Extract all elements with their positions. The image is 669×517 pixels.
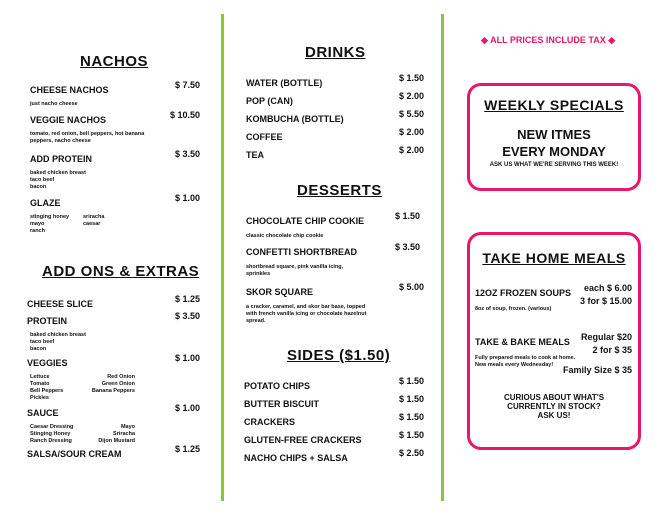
- item-price: $ 2.00: [398, 91, 424, 101]
- item-price: each $ 6.00: [583, 283, 632, 293]
- item-name: POP (CAN): [246, 96, 293, 106]
- item-desc: tomato, red onion, bell peppers, hot banana peppers, nacho cheese: [30, 131, 145, 144]
- item-desc: just nacho cheese: [30, 101, 78, 107]
- curious-line: CURIOUS ABOUT WHAT'S: [503, 393, 605, 402]
- nachos-title: NACHOS: [80, 53, 149, 70]
- curious-note: [470, 393, 638, 420]
- weekly-line2: EVERY MONDAY: [502, 144, 606, 159]
- menu-item: [244, 376, 424, 394]
- veggie-option: Tomato: [30, 381, 50, 387]
- right-divider: [441, 14, 444, 501]
- menu-item: [246, 91, 424, 109]
- menu-item: [246, 73, 424, 91]
- drinks-title: DRINKS: [305, 44, 366, 61]
- glaze-option: stinging honey: [30, 214, 70, 220]
- item-name: SAUCE: [27, 408, 59, 418]
- item-price: $ 1.00: [174, 353, 200, 363]
- addons-section: [27, 294, 200, 464]
- item-price: $ 1.50: [398, 394, 424, 404]
- weekly-line3: ASK US WHAT WE'RE SERVING THIS WEEK!: [489, 162, 619, 168]
- menu-item: [244, 412, 424, 430]
- soups-block: [475, 283, 632, 313]
- item-desc-line: bacon: [30, 346, 47, 352]
- item-name: WATER (BOTTLE): [246, 78, 323, 88]
- menu-item: [27, 294, 200, 312]
- item-price: $ 3.50: [174, 311, 200, 321]
- item-name: KOMBUCHA (BOTTLE): [246, 114, 344, 124]
- menu-item: [246, 145, 424, 163]
- sauce-option: Dijon Mustard: [98, 438, 135, 444]
- item-price: $ 1.25: [174, 444, 200, 454]
- sides-title: SIDES ($1.50): [287, 347, 391, 364]
- item-name: SALSA/SOUR CREAM: [27, 449, 122, 459]
- item-price: $ 1.50: [398, 412, 424, 422]
- drinks-section: [246, 73, 424, 163]
- menu-item: [27, 311, 200, 353]
- item-name: COFFEE: [246, 132, 283, 142]
- item-name: POTATO CHIPS: [244, 381, 311, 391]
- menu-item: [244, 394, 424, 412]
- item-price: $ 5.50: [398, 109, 424, 119]
- item-desc: Fully prepared meals to cook at home.: [475, 355, 576, 361]
- menu-item: [246, 127, 424, 145]
- sauce-option: Ranch Dressing: [30, 438, 72, 444]
- item-name: CHEESE SLICE: [27, 299, 94, 309]
- item-desc: classic chocolate chip cookie: [246, 233, 324, 239]
- item-price: 3 for $ 15.00: [579, 296, 632, 306]
- tax-note: ◆ ALL PRICES INCLUDE TAX ◆: [481, 35, 616, 45]
- item-price: $ 1.50: [398, 430, 424, 440]
- item-price: $ 2.00: [398, 145, 424, 155]
- sauce-option: Mayo: [120, 424, 135, 430]
- item-name: TEA: [246, 150, 264, 160]
- menu-item: [30, 110, 200, 145]
- sauce-option: Sriracha: [112, 431, 135, 437]
- glaze-option: [83, 228, 130, 235]
- glaze-option: caesar: [83, 221, 101, 227]
- menu-item: [246, 211, 424, 240]
- item-price: $ 1.00: [174, 193, 200, 203]
- menu-item: [246, 109, 424, 127]
- item-name: CHOCOLATE CHIP COOKIE: [246, 216, 365, 226]
- sauce-option: Stinging Honey: [30, 431, 71, 437]
- item-desc: shortbread square, pink vanilla icing, sprinkles: [246, 264, 344, 277]
- item-name: CONFETTI SHORTBREAD: [246, 247, 357, 257]
- menu-item: [30, 149, 200, 191]
- sauce-option: Caesar Dressing: [30, 424, 74, 430]
- veggie-option: Banana Peppers: [91, 388, 135, 394]
- item-name: BUTTER BISCUIT: [244, 399, 319, 409]
- curious-line: ASK US!: [537, 411, 571, 420]
- item-price: Regular $20: [580, 332, 632, 342]
- item-price: $ 1.50: [398, 376, 424, 386]
- left-divider: [221, 14, 224, 501]
- item-price: $ 3.50: [394, 242, 420, 252]
- desserts-section: [246, 211, 424, 331]
- veggie-option: Lettuce: [30, 374, 50, 380]
- weekly-line1: NEW ITMES: [517, 127, 591, 142]
- weekly-specials-box: [467, 83, 641, 191]
- item-name: 12OZ FROZEN SOUPS: [475, 288, 572, 298]
- item-name: GLUTEN-FREE CRACKERS: [244, 435, 362, 445]
- glaze-option: sriracha: [83, 214, 105, 220]
- item-price: Family Size $ 35: [562, 365, 632, 375]
- item-name: CRACKERS: [244, 417, 296, 427]
- curious-line: CURRENTLY IN STOCK?: [507, 402, 601, 411]
- item-name: PROTEIN: [27, 316, 68, 326]
- nachos-section: [30, 80, 200, 240]
- veggie-option: Red Onion: [107, 374, 135, 380]
- menu-item: [30, 80, 200, 108]
- menu-item: [27, 403, 200, 445]
- item-desc-line: bacon: [30, 184, 47, 190]
- item-name: NACHO CHIPS + SALSA: [244, 453, 348, 463]
- item-price: $ 7.50: [174, 80, 200, 90]
- item-desc: New meals every Wednesday!: [475, 362, 554, 368]
- take-home-box: [467, 232, 641, 450]
- menu-item: [246, 282, 424, 325]
- item-price: $ 1.25: [174, 294, 200, 304]
- veggie-option: Green Onion: [101, 381, 135, 387]
- item-name: SKOR SQUARE: [246, 287, 314, 297]
- veggie-option: [86, 395, 136, 402]
- veggie-option: Bell Peppers: [30, 388, 64, 394]
- take-home-title: TAKE HOME MEALS: [482, 250, 626, 266]
- menu-item: [27, 444, 200, 462]
- menu-item: [27, 353, 200, 402]
- item-price: $ 1.50: [398, 73, 424, 83]
- menu-item: [30, 193, 200, 235]
- item-price: $ 3.50: [174, 149, 200, 159]
- item-price: $ 2.50: [398, 448, 424, 458]
- glaze-option: mayo: [30, 221, 45, 227]
- item-name: VEGGIE NACHOS: [30, 115, 107, 125]
- item-price: $ 10.50: [169, 110, 200, 120]
- menu-item: [244, 448, 424, 466]
- item-name: TAKE & BAKE MEALS: [475, 337, 570, 347]
- desserts-title: DESSERTS: [297, 182, 382, 199]
- glaze-option: ranch: [30, 228, 45, 234]
- item-price: $ 1.00: [174, 403, 200, 413]
- item-desc-line: baked chicken breast: [30, 170, 86, 176]
- item-price: $ 1.50: [394, 211, 420, 221]
- item-name: VEGGIES: [27, 358, 68, 368]
- item-desc-line: taco beef: [30, 339, 55, 345]
- item-desc-line: taco beef: [30, 177, 55, 183]
- addons-title: ADD ONS & EXTRAS: [42, 263, 200, 280]
- item-name: ADD PROTEIN: [30, 154, 93, 164]
- item-price: $ 5.00: [398, 282, 424, 292]
- item-price: $ 2.00: [398, 127, 424, 137]
- item-name: CHEESE NACHOS: [30, 85, 109, 95]
- menu-item: [244, 430, 424, 448]
- item-price: 2 for $ 35: [592, 345, 632, 355]
- item-desc: 8oz of soup, frozen. (various): [475, 306, 552, 312]
- menu-item: [246, 242, 424, 278]
- item-name: GLAZE: [30, 198, 61, 208]
- item-desc: a cracker, caramel, and skor bar base, topped with french vanilla icing or chocolate hazelnut spread.: [246, 304, 367, 324]
- item-desc-line: baked chicken breast: [30, 332, 86, 338]
- weekly-specials-title: WEEKLY SPECIALS: [484, 97, 624, 113]
- sides-section: [244, 376, 424, 466]
- bake-block: [475, 332, 632, 377]
- veggie-option: Pickles: [30, 395, 49, 401]
